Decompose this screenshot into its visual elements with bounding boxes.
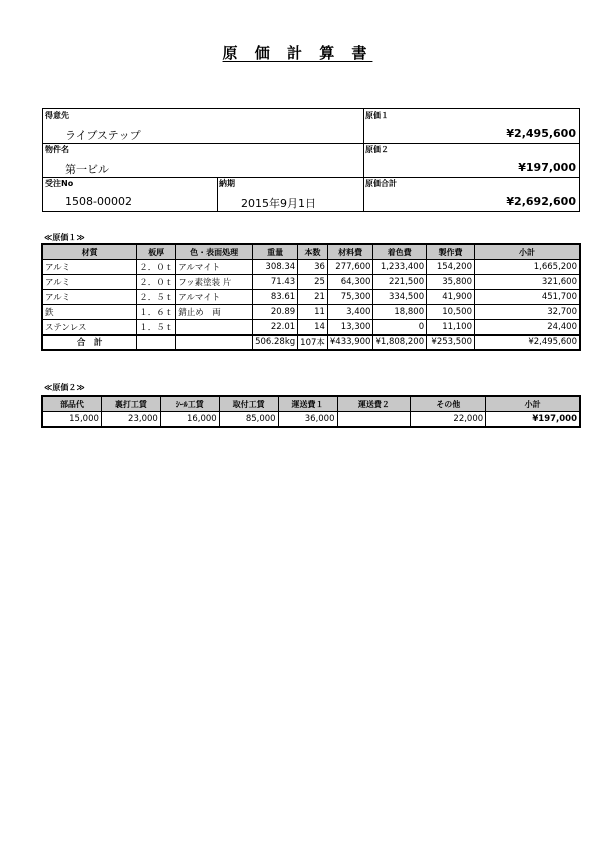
total-count: 107本 [298,335,328,350]
cell-finish [176,320,253,335]
cost1-label: 原価１ [365,111,389,120]
col-install-labor: 取付工賃 [219,397,278,412]
cell-finish: 錆止め 両 [176,305,253,320]
col-parts-cost: 部品代 [43,397,102,412]
table-row [43,260,580,275]
total-cell [363,177,578,211]
cell-fabrication-cost: 10,500 [427,305,475,320]
cell-subtotal: 321,600 [474,275,579,290]
cell-finish: アルマイト [176,260,253,275]
col-backing-labor: 裏打工賃 [101,397,160,412]
cell-thickness: １．５ｔ [137,320,176,335]
cell-count: 21 [298,290,328,305]
col-count: 本数 [298,245,328,260]
table-row [43,275,580,290]
col-other: その他 [411,397,486,412]
cell-fabrication-cost: 154,200 [427,260,475,275]
total-label-cell: 合 計 [43,335,137,350]
table-row [43,412,580,427]
cell-material-cost: 13,300 [327,320,373,335]
order-value: 1508-00002 [65,195,132,208]
col-fabrication-cost: 製作費 [427,245,475,260]
cell-finish: フッ素塗装 片 [176,275,253,290]
cell-other: 22,000 [411,412,486,427]
cell-thickness: ２．０ｔ [137,260,176,275]
cost1-value: ¥2,495,600 [506,127,576,140]
cell-material: 鉄 [43,305,137,320]
delivery-cell [217,177,363,211]
cell-coloring-cost: 18,800 [373,305,427,320]
total-empty-cell [137,335,176,350]
col-coloring-cost: 着色費 [373,245,427,260]
col-shipping1: 運送費１ [278,397,337,412]
cell-weight: 308.34 [253,260,298,275]
delivery-value: 2015年9月1日 [241,197,316,210]
cell-thickness: １．６ｔ [137,305,176,320]
cell-material: アルミ [43,290,137,305]
property-cell [43,143,363,177]
customer-label: 得意先 [45,111,69,120]
cell-material: ステンレス [43,320,137,335]
cell-thickness: ２．５ｔ [137,290,176,305]
table-row [43,320,580,335]
total-value: ¥2,692,600 [506,195,576,208]
cell-material-cost: 277,600 [327,260,373,275]
cost1-cell [363,109,578,143]
col-seal-labor: ｼｰﾙ工賃 [160,397,219,412]
col-thickness: 板厚 [137,245,176,260]
property-value: 第一ビル [65,163,109,176]
cell-shipping1: 36,000 [278,412,337,427]
cell-subtotal: 1,665,200 [474,260,579,275]
cell-finish: アルマイト [176,290,253,305]
total-coloring-cost: ¥1,808,200 [373,335,427,350]
delivery-label: 納期 [219,179,235,188]
cell-subtotal: 24,400 [474,320,579,335]
property-label: 物件名 [45,145,69,154]
cost2-table [42,396,580,427]
cell-fabrication-cost: 35,800 [427,275,475,290]
col-shipping2: 運送費２ [337,397,411,412]
cell-backing-labor: 23,000 [101,412,160,427]
total-subtotal: ¥2,495,600 [474,335,579,350]
table-row [43,305,580,320]
cost2-section-title: ≪原価２≫ [44,383,85,392]
total-weight: 506.28kg [253,335,298,350]
header-block [42,108,580,212]
cell-weight: 83.61 [253,290,298,305]
cell-subtotal: ¥197,000 [486,412,580,427]
cost1-table [42,244,580,350]
cell-install-labor: 85,000 [219,412,278,427]
col-subtotal: 小計 [486,397,580,412]
order-label: 受注No [45,179,74,188]
col-material: 材質 [43,245,137,260]
cell-fabrication-cost: 41,900 [427,290,475,305]
cell-count: 14 [298,320,328,335]
table-row [43,290,580,305]
cell-material: アルミ [43,275,137,290]
cost1-section-title: ≪原価１≫ [44,233,85,242]
col-material-cost: 材料費 [327,245,373,260]
customer-value: ライブステップ [65,129,141,142]
total-row [43,335,580,350]
cost2-header-row [43,397,580,412]
cell-subtotal: 451,700 [474,290,579,305]
col-finish: 色・表面処理 [176,245,253,260]
cell-coloring-cost: 221,500 [373,275,427,290]
cell-coloring-cost: 334,500 [373,290,427,305]
cost2-cell [363,143,578,177]
order-cell [43,177,217,211]
cell-coloring-cost: 0 [373,320,427,335]
total-material-cost: ¥433,900 [327,335,373,350]
cost2-label: 原価２ [365,145,389,154]
cell-material-cost: 75,300 [327,290,373,305]
cell-weight: 20.89 [253,305,298,320]
cell-parts-cost: 15,000 [43,412,102,427]
cell-material: アルミ [43,260,137,275]
total-label: 原価合計 [365,179,397,188]
cell-weight: 22.01 [253,320,298,335]
cell-fabrication-cost: 11,100 [427,320,475,335]
cell-thickness: ２．０ｔ [137,275,176,290]
total-fabrication-cost: ¥253,500 [427,335,475,350]
total-empty-cell [176,335,253,350]
cell-material-cost: 3,400 [327,305,373,320]
cell-count: 11 [298,305,328,320]
cell-shipping2 [337,412,411,427]
cell-coloring-cost: 1,233,400 [373,260,427,275]
cell-count: 36 [298,260,328,275]
cost2-value: ¥197,000 [518,161,576,174]
cost1-header-row [43,245,580,260]
customer-cell [43,109,363,143]
cell-material-cost: 64,300 [327,275,373,290]
cell-seal-labor: 16,000 [160,412,219,427]
col-subtotal: 小計 [474,245,579,260]
cell-weight: 71.43 [253,275,298,290]
cell-count: 25 [298,275,328,290]
col-weight: 重量 [253,245,298,260]
cell-subtotal: 32,700 [474,305,579,320]
document-title: 原 価 計 算 書 [222,44,373,62]
